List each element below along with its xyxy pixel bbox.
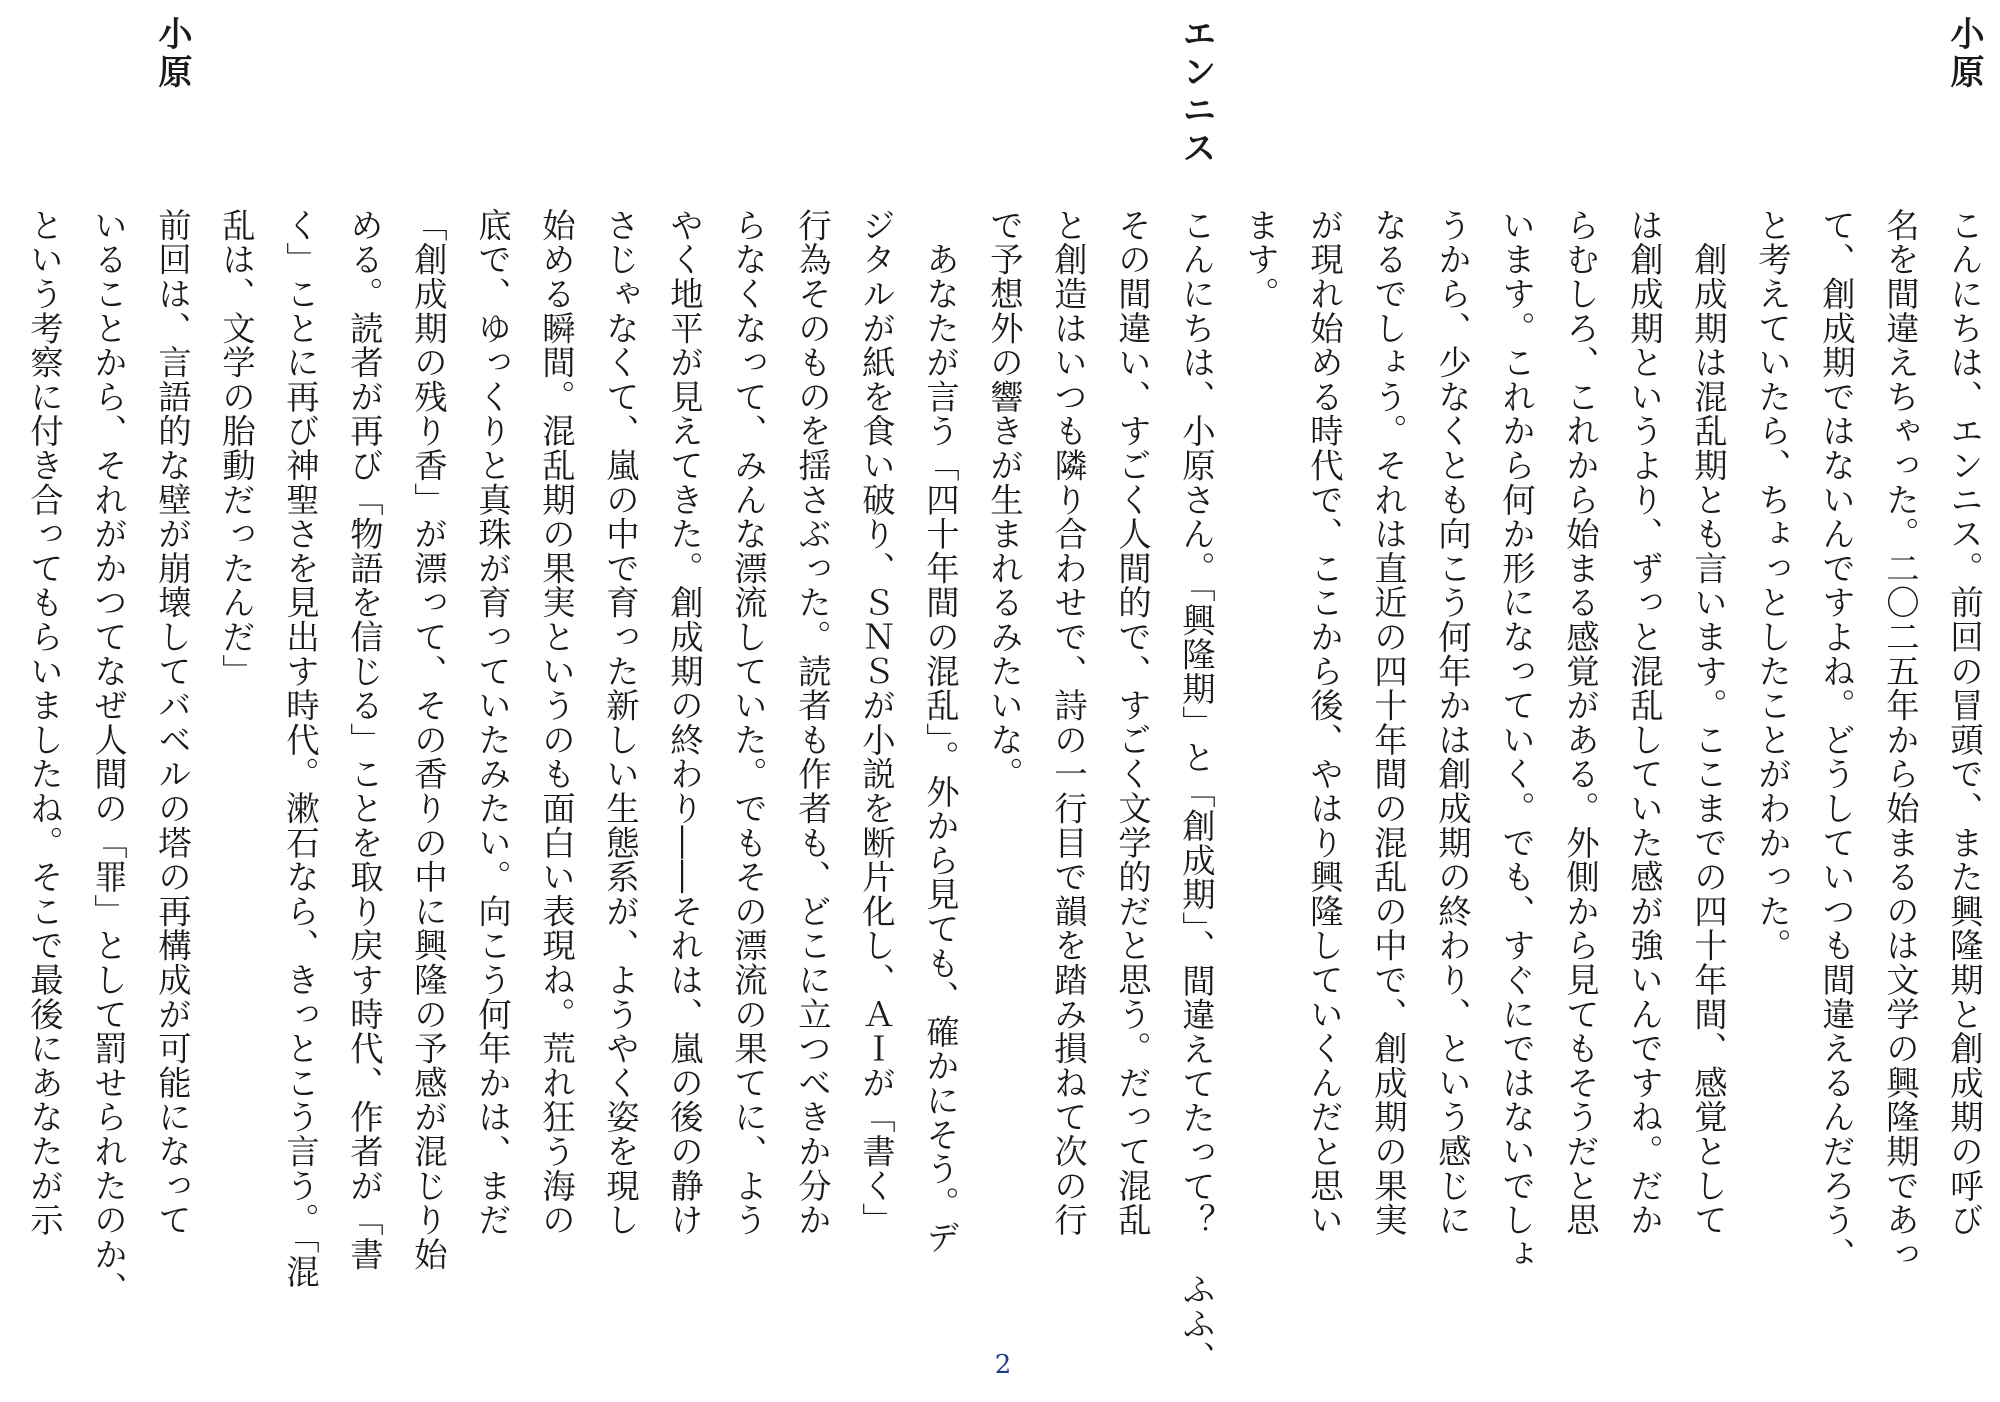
text-line: います。これから何か形になっていく。でも、すぐにではないでしょ bbox=[1497, 208, 1536, 1272]
text-line: ます。 bbox=[1241, 208, 1280, 311]
text-line: あなたが言う「四十年間の混乱」。外から見ても、確かにそう。デ bbox=[921, 208, 960, 1255]
text-line: 行為そのものを揺さぶった。読者も作者も、どこに立つべきか分か bbox=[793, 208, 832, 1237]
text-line: と創造はいつも隣り合わせで、詩の一行目で韻を踏み損ねて次の行 bbox=[1049, 208, 1088, 1237]
text-line: て、創成期ではないんですよね。どうしていつも間違えるんだろう、 bbox=[1817, 208, 1856, 1272]
text-line: く」ことに再び神聖さを見出す時代。漱石なら、きっとこう言う。「混 bbox=[281, 208, 320, 1289]
page-number: 2 bbox=[994, 1350, 1012, 1380]
text-line: 創成期は混乱期とも言います。ここまでの四十年間、感覚として bbox=[1689, 208, 1728, 1237]
speaker-label: 小原 bbox=[1944, 16, 1984, 92]
text-line: が現れ始める時代で、ここから後、やはり興隆していくんだと思い bbox=[1305, 208, 1344, 1237]
text-line: こんにちは、エンニス。前回の冒頭で、また興隆期と創成期の呼び bbox=[1945, 208, 1984, 1237]
speaker-label: エンニス bbox=[1176, 16, 1216, 168]
text-line: ジタルが紙を食い破り、ＳＮＳが小説を断片化し、ＡＩが「書く」 bbox=[857, 208, 896, 1237]
text-line: さじゃなくて、嵐の中で育った新しい生態系が、ようやく姿を現し bbox=[601, 208, 640, 1237]
text-line: いることから、それがかつてなぜ人間の「罪」として罰せられたのか、 bbox=[89, 208, 128, 1306]
text-line: うから、少なくとも向こう何年かは創成期の終わり、という感じに bbox=[1433, 208, 1472, 1237]
text-line: 名を間違えちゃった。二〇二五年から始まるのは文学の興隆期であっ bbox=[1881, 208, 1920, 1272]
text-line: 乱は、文学の胎動だったんだ」 bbox=[217, 208, 256, 689]
text-line: 「創成期の残り香」が漂って、その香りの中に興隆の予感が混じり始 bbox=[409, 208, 448, 1272]
text-line: なるでしょう。それは直近の四十年間の混乱の中で、創成期の果実 bbox=[1369, 208, 1408, 1237]
text-line: らなくなって、みんな漂流していた。でもその漂流の果てに、よう bbox=[729, 208, 768, 1237]
text-line: その間違い、すごく人間的で、すごく文学的だと思う。だって混乱 bbox=[1113, 208, 1152, 1237]
text-line: める。読者が再び「物語を信じる」ことを取り戻す時代、作者が「書 bbox=[345, 208, 384, 1272]
text-line: こんにちは、小原さん。「興隆期」と「創成期」、間違えてたって？ ふふ、 bbox=[1177, 208, 1216, 1376]
text-line: やく地平が見えてきた。創成期の終わり――それは、嵐の後の静け bbox=[665, 208, 704, 1237]
text-line: という考察に付き合ってもらいましたね。そこで最後にあなたが示 bbox=[25, 208, 64, 1237]
text-line: らむしろ、これから始まる感覚がある。外側から見てもそうだと思 bbox=[1561, 208, 1600, 1237]
text-line: 始める瞬間。混乱期の果実というのも面白い表現ね。荒れ狂う海の bbox=[537, 208, 576, 1237]
speaker-label: 小原 bbox=[152, 16, 192, 92]
text-line: 前回は、言語的な壁が崩壊してバベルの塔の再構成が可能になって bbox=[153, 208, 192, 1237]
text-line: は創成期というより、ずっと混乱していた感が強いんですね。だか bbox=[1625, 208, 1664, 1237]
text-line: 底で、ゆっくりと真珠が育っていたみたい。向こう何年かは、まだ bbox=[473, 208, 512, 1237]
text-line: で予想外の響きが生まれるみたいな。 bbox=[985, 208, 1024, 792]
text-line: と考えていたら、ちょっとしたことがわかった。 bbox=[1753, 208, 1792, 963]
